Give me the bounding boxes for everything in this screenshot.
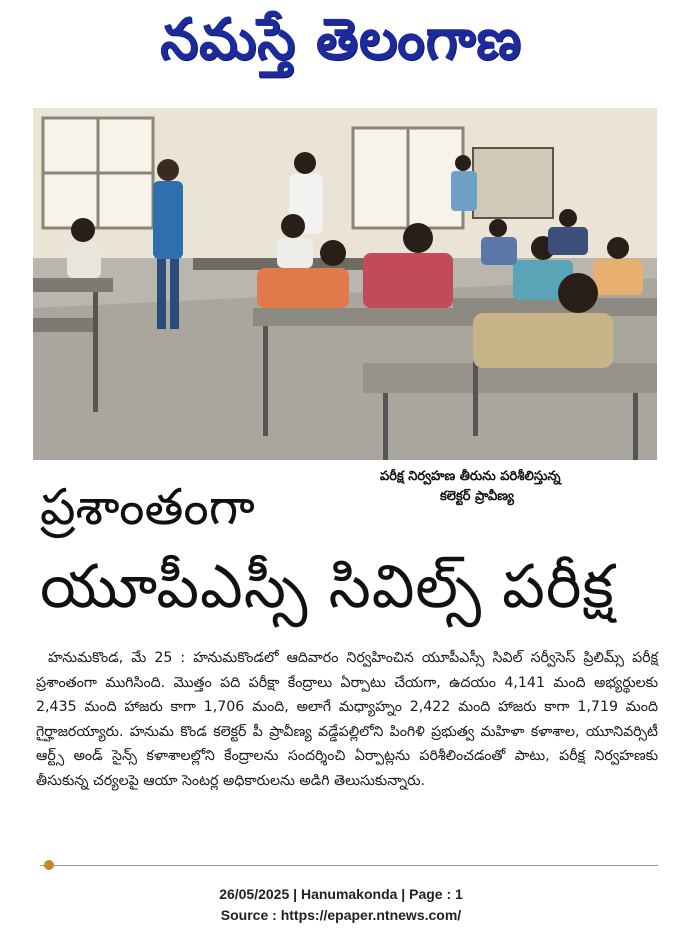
- masthead: [0, 0, 682, 92]
- divider-dot: [44, 860, 54, 870]
- photo-caption-line-2: కలెక్టర్ ప్రావీణ్య: [440, 489, 514, 504]
- article-body: [36, 646, 658, 793]
- footer-source: Source : https://epaper.ntnews.com/: [220, 907, 462, 923]
- headline-line-1: ప్రశాంతంగా: [40, 478, 255, 536]
- footer-date-page: 26/05/2025 | Hanumakonda | Page : 1: [219, 886, 463, 902]
- photo-caption-line-1: పరీక్ష నిర్వహణ తీరును పరిశీలిస్తున్న: [380, 469, 561, 484]
- exam-hall-photo: [33, 108, 657, 460]
- headline-line-2: యూపీఎస్సీ సివిల్స్ పరీక్ష: [40, 552, 615, 622]
- news-photo: [33, 108, 657, 460]
- newspaper-title: నమస్తే తెలంగాణ: [160, 5, 522, 72]
- divider-rule: [40, 865, 658, 866]
- article-text: హనుమకొండ, మే 25 : హనుమకొండలో ఆదివారం నిర్వహించిన యూపీఎస్సీ సివిల్ సర్వీసెస్ ప్రిలిమ్స్ పరీక్ష ప్రశాంతంగా ముగిసింది. మొత్తం పది పరీక్షా కేంద్రాలు ఏర్పాటు చేయగా, ఉదయం 4,141 మంది అభ్యర్థులకు 2,435 మంది హాజరు కాగా 1,706 మంది, అలాగే మధ్యాహ్నం 2,422 మంది హాజరు కాగా 1,719 మంది గైర్హాజరయ్యారు. హనుమ కొండ కలెక్టర్ పీ ప్రావీణ్య వడ్డేపల్లిలోని పింగిళి ప్రభుత్వ మహిళా కళాశాల, యూనివర్సిటీ ఆర్ట్స్ అండ్ సైన్స్ కళాశాలల్లోని కేంద్రాలను సందర్శించి ఏర్పాట్లను పరిశీలించడంతో పాటు, పరీక్ష నిర్వహణకు తీసుకున్న చర్యలపై ఆయా సెంటర్ల అధికారులను అడిగి తెలుసుకున్నారు.: [36, 650, 658, 789]
